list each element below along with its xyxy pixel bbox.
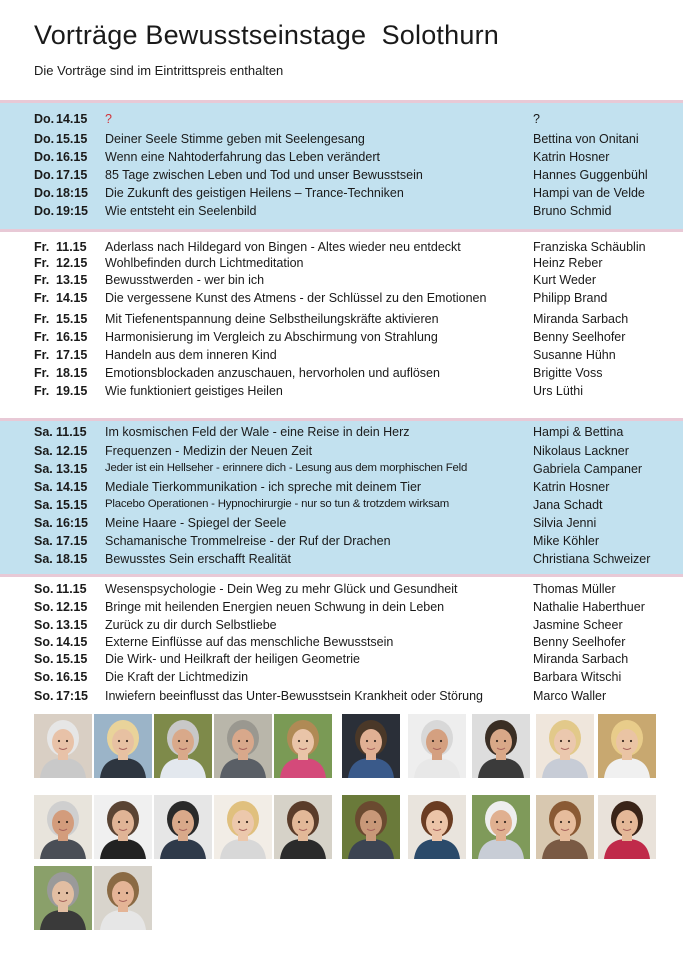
schedule-row — [0, 150, 683, 168]
schedule-row — [0, 534, 683, 552]
row-topic: Wesenspsychologie - Dein Weg zu mehr Glück und Gesundheit — [105, 582, 458, 596]
row-time: 17.15 — [56, 348, 88, 362]
row-topic: Wohlbefinden durch Lichtmeditation — [105, 256, 304, 270]
row-speaker: Christiana Schweizer — [533, 552, 651, 566]
row-topic: Harmonisierung im Vergleich zu Abschirmung von Strahlung — [105, 330, 438, 344]
row-day: Sa. — [34, 425, 53, 439]
row-time: 11.15 — [56, 425, 87, 439]
row-day: Do. — [34, 204, 55, 218]
row-time: 19.15 — [56, 384, 88, 398]
page-title: Vorträge Bewusstseinstage Solothurn — [34, 20, 499, 50]
row-topic: Mediale Tierkommunikation - ich spreche mit deinem Tier — [105, 480, 422, 494]
portrait-photo-icon — [472, 795, 530, 859]
portrait-photo-icon — [536, 795, 594, 859]
row-day: Do. — [34, 112, 55, 126]
portrait-photo-icon — [274, 714, 332, 778]
row-day: Sa. — [34, 552, 53, 566]
row-time: 11.15 — [56, 582, 87, 596]
row-topic: Wenn eine Nahtoderfahrung das Leben verändert — [105, 150, 380, 164]
row-topic: Jeder ist ein Hellseher - erinnere dich - Lesung aus dem morphischen Feld — [105, 462, 468, 474]
schedule-row — [0, 112, 683, 130]
row-time: 16:15 — [56, 516, 88, 530]
row-topic: Bewusstwerden - wer bin ich — [105, 273, 265, 287]
schedule-row — [0, 582, 683, 600]
schedule-row — [0, 498, 683, 516]
row-day: Fr. — [34, 256, 50, 270]
row-time: 12.15 — [56, 444, 88, 458]
row-topic: Im kosmischen Feld der Wale - eine Reise in dein Herz — [105, 425, 410, 439]
row-speaker: Jasmine Scheer — [533, 618, 623, 632]
row-time: 17.15 — [56, 168, 88, 182]
row-day: So. — [34, 670, 54, 684]
row-time: 11.15 — [56, 240, 87, 254]
row-day: Fr. — [34, 330, 50, 344]
schedule-row — [0, 462, 683, 480]
row-speaker: Franziska Schäublin — [533, 240, 646, 254]
schedule-row — [0, 652, 683, 670]
row-time: 13.15 — [56, 273, 88, 287]
row-time: 13.15 — [56, 462, 88, 476]
row-time: 12.15 — [56, 256, 88, 270]
portrait-photo-icon — [342, 795, 400, 859]
row-time: 14.15 — [56, 112, 88, 126]
row-topic: Schamanische Trommelreise - der Ruf der Drachen — [105, 534, 391, 548]
row-speaker: Katrin Hosner — [533, 150, 610, 164]
schedule-row — [0, 132, 683, 150]
row-topic: Bewusstes Sein erschafft Realität — [105, 552, 291, 566]
row-speaker: Silvia Jenni — [533, 516, 597, 530]
row-speaker: Barbara Witschi — [533, 670, 622, 684]
row-day: Fr. — [34, 312, 50, 326]
schedule-row — [0, 186, 683, 204]
row-topic: Handeln aus dem inneren Kind — [105, 348, 277, 362]
schedule-row — [0, 689, 683, 707]
row-topic: ? — [105, 112, 112, 126]
row-speaker: Benny Seelhofer — [533, 635, 626, 649]
row-time: 12.15 — [56, 600, 88, 614]
row-time: 17.15 — [56, 534, 88, 548]
row-speaker: Bruno Schmid — [533, 204, 612, 218]
row-day: So. — [34, 652, 54, 666]
row-day: So. — [34, 600, 54, 614]
row-day: Sa. — [34, 462, 53, 476]
schedule-row — [0, 204, 683, 222]
row-speaker: Bettina von Onitani — [533, 132, 639, 146]
row-time: 16.15 — [56, 150, 88, 164]
portrait-photo-icon — [154, 714, 212, 778]
schedule-row — [0, 444, 683, 462]
portrait-photo-icon — [154, 795, 212, 859]
row-topic: Zurück zu dir durch Selbstliebe — [105, 618, 277, 632]
row-topic: Deiner Seele Stimme geben mit Seelengesang — [105, 132, 365, 146]
schedule-row — [0, 635, 683, 653]
row-time: 15.15 — [56, 652, 88, 666]
row-day: Fr. — [34, 384, 50, 398]
schedule-row — [0, 516, 683, 534]
row-time: 18.15 — [56, 366, 88, 380]
row-speaker: Philipp Brand — [533, 291, 608, 305]
row-speaker: Benny Seelhofer — [533, 330, 626, 344]
row-speaker: Urs Lüthi — [533, 384, 584, 398]
portrait-photo-icon — [94, 866, 152, 930]
row-topic: Die Kraft der Lichtmedizin — [105, 670, 249, 684]
divider — [0, 229, 683, 232]
row-time: 16.15 — [56, 330, 88, 344]
schedule-row — [0, 168, 683, 186]
row-time: 15.15 — [56, 132, 88, 146]
portrait-photo-icon — [34, 714, 92, 778]
portrait-photo-icon — [408, 714, 466, 778]
schedule-row — [0, 291, 683, 309]
row-speaker: Kurt Weder — [533, 273, 596, 287]
portrait-photo-icon — [34, 795, 92, 859]
row-day: So. — [34, 635, 54, 649]
row-time: 18:15 — [56, 186, 88, 200]
schedule-row — [0, 330, 683, 348]
schedule-row — [0, 480, 683, 498]
row-time: 17:15 — [56, 689, 88, 703]
schedule-row — [0, 312, 683, 330]
row-day: Fr. — [34, 348, 50, 362]
row-topic: Wie funktioniert geistiges Heilen — [105, 384, 283, 398]
row-topic: Die Wirk- und Heilkraft der heiligen Geometrie — [105, 652, 360, 666]
row-topic: Inwiefern beeinflusst das Unter-Bewusstsein Krankheit oder Störung — [105, 689, 483, 703]
row-day: Fr. — [34, 366, 50, 380]
row-speaker: Nathalie Haberthuer — [533, 600, 645, 614]
row-time: 14.15 — [56, 635, 88, 649]
divider — [0, 574, 683, 577]
row-speaker: Hampi van de Velde — [533, 186, 645, 200]
row-speaker: Brigitte Voss — [533, 366, 603, 380]
portrait-photo-icon — [34, 866, 92, 930]
row-speaker: Miranda Sarbach — [533, 652, 629, 666]
row-day: Fr. — [34, 273, 50, 287]
row-day: Do. — [34, 150, 55, 164]
row-speaker: Thomas Müller — [533, 582, 616, 596]
row-topic: Frequenzen - Medizin der Neuen Zeit — [105, 444, 313, 458]
schedule-row — [0, 384, 683, 402]
row-day: So. — [34, 618, 54, 632]
row-speaker: Gabriela Campaner — [533, 462, 643, 476]
row-day: Sa. — [34, 498, 53, 512]
row-speaker: Hannes Guggenbühl — [533, 168, 648, 182]
row-time: 16.15 — [56, 670, 88, 684]
row-speaker: Katrin Hosner — [533, 480, 610, 494]
schedule-row — [0, 273, 683, 291]
row-speaker: Heinz Reber — [533, 256, 603, 270]
row-speaker: Jana Schadt — [533, 498, 603, 512]
row-topic: Emotionsblockaden anzuschauen, hervorholen und auflösen — [105, 366, 440, 380]
schedule-row — [0, 348, 683, 366]
schedule-row — [0, 670, 683, 688]
row-speaker: ? — [533, 112, 540, 126]
portrait-photo-icon — [472, 714, 530, 778]
portrait-photo-icon — [214, 714, 272, 778]
schedule-row — [0, 618, 683, 636]
row-time: 14.15 — [56, 291, 88, 305]
row-day: Do. — [34, 186, 55, 200]
row-time: 18.15 — [56, 552, 88, 566]
row-topic: Placebo Operationen - Hypnochirurgie - nur so tun & trotzdem wirksam — [105, 498, 450, 510]
schedule-row — [0, 425, 683, 443]
row-topic: Bringe mit heilenden Energien neuen Schwung in dein Leben — [105, 600, 445, 614]
schedule-row — [0, 256, 683, 274]
row-topic: Externe Einflüsse auf das menschliche Bewusstsein — [105, 635, 394, 649]
row-speaker: Hampi & Bettina — [533, 425, 624, 439]
row-topic: Die vergessene Kunst des Atmens - der Schlüssel zu den Emotionen — [105, 291, 487, 305]
row-day: Sa. — [34, 480, 53, 494]
row-day: Fr. — [34, 240, 50, 254]
portrait-photo-icon — [94, 795, 152, 859]
portrait-photo-icon — [598, 714, 656, 778]
row-day: Do. — [34, 168, 55, 182]
page-subtitle: Die Vorträge sind im Eintrittspreis enthalten — [34, 63, 284, 78]
row-topic: Mit Tiefenentspannung deine Selbstheilungskräfte aktivieren — [105, 312, 439, 326]
row-day: Do. — [34, 132, 55, 146]
schedule-row — [0, 366, 683, 384]
row-day: Sa. — [34, 534, 53, 548]
portrait-photo-icon — [408, 795, 466, 859]
portrait-photo-icon — [536, 714, 594, 778]
row-topic: Wie entsteht ein Seelenbild — [105, 204, 257, 218]
row-topic: 85 Tage zwischen Leben und Tod und unser Bewusstsein — [105, 168, 423, 182]
portrait-photo-icon — [274, 795, 332, 859]
portrait-photo-icon — [214, 795, 272, 859]
row-speaker: Susanne Hühn — [533, 348, 616, 362]
row-day: So. — [34, 582, 54, 596]
portrait-photo-icon — [598, 795, 656, 859]
row-time: 14.15 — [56, 480, 88, 494]
row-day: Sa. — [34, 516, 53, 530]
row-time: 15.15 — [56, 498, 88, 512]
row-speaker: Miranda Sarbach — [533, 312, 629, 326]
row-topic: Meine Haare - Spiegel der Seele — [105, 516, 287, 530]
schedule-row — [0, 600, 683, 618]
row-time: 19:15 — [56, 204, 88, 218]
portrait-photo-icon — [94, 714, 152, 778]
row-topic: Die Zukunft des geistigen Heilens – Trance-Techniken — [105, 186, 404, 200]
row-day: Fr. — [34, 291, 50, 305]
row-speaker: Mike Köhler — [533, 534, 599, 548]
row-topic: Aderlass nach Hildegard von Bingen - Altes wieder neu entdeckt — [105, 240, 461, 254]
row-speaker: Nikolaus Lackner — [533, 444, 629, 458]
portrait-photo-icon — [342, 714, 400, 778]
row-day: So. — [34, 689, 54, 703]
row-time: 15.15 — [56, 312, 88, 326]
row-speaker: Marco Waller — [533, 689, 607, 703]
row-day: Sa. — [34, 444, 53, 458]
schedule-row — [0, 552, 683, 570]
row-time: 13.15 — [56, 618, 88, 632]
